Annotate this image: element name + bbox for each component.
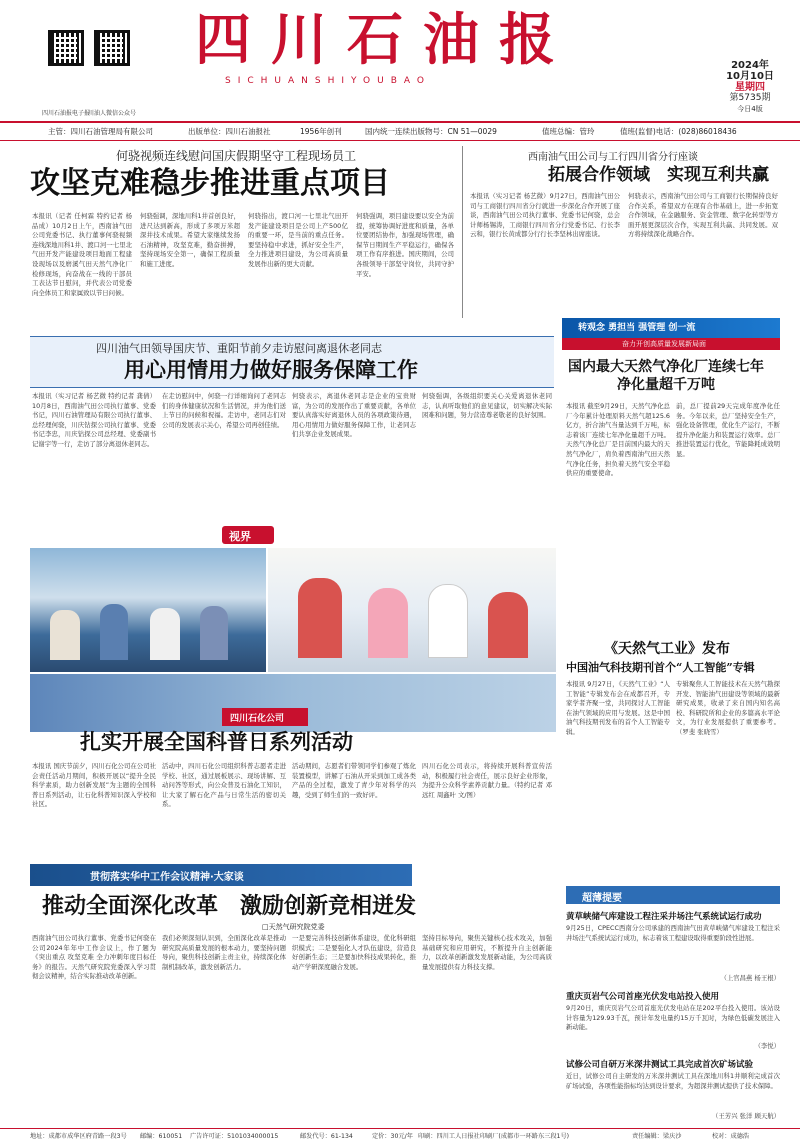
a3-kicker: 四川油气田领导国庆节、重阳节前夕走访慰问离退休老同志 [96,342,382,355]
quick-item-3-credit: （王芳兴 张洋 顾天航） [712,1112,780,1120]
a5-title: 《天然气工业》发布 [604,641,730,657]
a3-title: 用心用情用力做好服务保障工作 [124,357,418,382]
date-monthday: 10月10日 [726,71,774,82]
a4-col1: 本报讯 截至9月29日，天然气净化总厂今年累计处理原料天然气超125.6亿方，折合油气当量达到千万吨，标志着该厂连续七年净化量超千万吨。天然气净化总厂是目前国内最大的天然气净化厂，肩负着西南油气田天然气净化任务，担负着天然气安全平稳供应的重要使命。 [566,402,670,478]
a4-title: 国内最大天然气净化厂连续七年净化量超千万吨 [568,359,764,393]
footer-mail-code: 邮发代号：61-134 [300,1133,353,1140]
footer-printer: 印刷：四川工人日报社印刷厂(成都市一环路东三段1号) [418,1133,570,1140]
column-divider [462,146,463,318]
quick-news-header [566,886,780,904]
footer-license: 广告许可证：5101034000015 [190,1133,279,1140]
quick-item-2-credit: （李悦） [754,1042,780,1050]
quick-item-3-title: 试修公司自研万米深井测试工具完成首次矿场试验 [566,1060,754,1070]
newspaper-pinyin: SICHUANSHIYOUBAO [225,76,431,86]
quick-news-header-text: 超薄提要 [582,893,622,904]
meta-sponsor: 主管：四川石油管理局有限公司 [48,127,153,136]
quick-item-1-title: 黄草峡储气库建设工程注采井场注气系统试运行成功 [566,912,762,922]
meta-phone: 值班(监督)电话：(028)86018436 [620,127,737,136]
footer-proofreader: 校对：成德浩 [712,1133,750,1140]
meta-founded: 1956年创刊 [300,127,342,136]
a5-subtitle: 中国油气科技期刊首个“人工智能”专辑 [566,661,755,674]
photo-activity-left[interactable] [30,548,266,672]
slogan-line1: 转观念 勇担当 强管理 创一流 [578,323,696,333]
a1-col4: 何骁强调，项目建设要以安全为前提，统筹协调好进度和质量，各单位要团结协作，加强现场管理，确保节日期间生产平稳运行，确保各项工作有序推进。国庆期间，公司各级领导干部坚守岗位，共同守护平安。 [356,212,454,278]
a6-badge-text: 四川石化公司 [230,714,285,724]
a4-col2: 前，总厂提前29天完成年度净化任务。今年以来，总厂坚持安全生产，强化设备管理，优化生产运行，不断提升净化能力和装置运行效率。总厂推进装置运行优化，节能降耗成效明显。 [676,402,780,458]
qr-label-epaper: 四川石油报电子报 [42,110,91,117]
quick-item-2-title: 重庆页岩气公司首座光伏发电站投入使用 [566,992,720,1002]
meta-bar [0,121,800,141]
qr-label-wechat: 川油人微信公众号 [88,110,137,117]
a1-col3: 何骁指出，渡口河一七里北气田开发产能建设项目是公司上产500亿的重要一环，是当前的重点任务。要坚持稳中求进，抓好安全生产，全力推进项目建设，为公司高质量发展作出新的更大贡献。 [248,212,348,268]
date-year: 2024年 [731,60,769,71]
photo-activity-right[interactable] [268,548,556,672]
footer-address: 地址：成都市成华区府青路一段3号 [30,1133,127,1140]
weekday: 星期四 [735,82,765,93]
meta-cn: 国内统一连续出版物号：CN 51—0029 [365,127,497,136]
issue-number: 第5735期 [729,93,771,103]
quick-item-2-text: 9月20日，重庆页岩气公司首座光伏发电站在足202平台投入使用。该站设计容量为129.93千瓦，预计年发电量约15万千瓦时，为绿色低碳发展注入新动能。 [566,1004,780,1032]
a7-col3: 一是要完善科技创新体系建设，优化科研组织模式；二是要强化人才队伍建设，营造良好创新生态；三是要加快科技成果转化，推动产学研深度融合发展。 [292,934,416,971]
a7-byline: □天然气研究院党委 [262,923,325,931]
slogan-line2: 奋力开创高质量发展新局面 [622,340,706,348]
quick-item-1-credit: （上官昌燕 杨王根） [720,974,780,982]
footer-editor: 责任编辑：梁庆沙 [632,1133,682,1140]
a2-col1: 本报讯（实习记者 杨艺微）9月27日，西南油气田公司与工商银行四川省分行就进一步深化合作开展了座谈，西南油气田公司执行董事、党委书记何骁，总会计师杨锡涛，工商银行四川省分行党委书记、行长李云和，银行长黄成都分行行长李坚林出席座谈。 [470,192,620,239]
a2-title: 拓展合作领域 实现互利共赢 [548,165,769,185]
qr-code-wechat[interactable] [94,30,130,66]
a3-col1: 本报讯（实习记者 杨艺微 特约记者 龚倩）10月8日，西南油气田公司执行董事、党委书记，四川石油管理局有限公司执行董事、总经理何骁，川庆钻探公司执行董事、党委书记李忠，川庆钻探公司总经理、党委副书记谢宇等一行，走访了部分离退休老同志。 [32,392,156,448]
a1-title: 攻坚克难稳步推进重点项目 [30,166,390,201]
quick-item-3-text: 近日，试修公司自主研发的万米深井测试工具在深地川科1井顺利完成首次矿场试验，各项性能指标均达到设计要求，为超深井测试提供了技术保障。 [566,1072,780,1090]
a7-col1: 西南油气田公司执行董事、党委书记何骁在公司2024年年中工作会议上，作了题为《突出重点 攻坚克难 全力冲刺年度目标任务》的报告。天然气研究院党委深入学习贯彻会议精神，结合实际推动改革创新。 [32,934,156,981]
video-section-label [222,526,274,544]
a5-col2: 专辑聚焦人工智能技术在天然气勘探开发、智能油气田建设等领域的最新研究成果，收录了来自国内知名高校、科研院所和企业的多篇高水平论文，为行业发展提供了重要参考。（罗斐 张晓雪） [676,680,780,736]
a6-col4: 四川石化公司表示，将持续开展科普宣传活动，积极履行社会责任，展示良好企业形象，为提升公众科学素养贡献力量。（特约记者 邓远红 周鑫叶 文/图） [422,762,552,799]
date-box [706,60,794,115]
footer-postcode: 邮编：610051 [140,1133,183,1140]
a6-col3: 活动期间，志愿者们带领同学们参观了炼化装置模型，讲解了石油从开采到加工成各类产品的全过程，激发了青少年对科学的兴趣，受到了师生们的一致好评。 [292,762,416,799]
a3-col3: 何骁表示，离退休老同志是企业的宝贵财富，为公司的发展作出了重要贡献，各单位要认真落实好离退休人员的各项政策待遇，用心用情用力做好服务保障工作，让老同志们共享企业发展成果。 [292,392,416,439]
a7-col2: 我们必须深刻认识到，全面深化改革是推动研究院高质量发展的根本动力，要坚持问题导向，聚焦科技创新主责主业，持续深化体制机制改革，激发创新活力。 [162,934,286,971]
quick-item-1-text: 9月25日，CPECC西南分公司承建的西南油气田黄草峡储气库建设工程注采井场注气系统试运行成功，标志着该工程建设取得重要阶段性进展。 [566,924,780,942]
a2-kicker: 西南油气田公司与工行四川省分行座谈 [528,152,698,163]
a6-badge [222,708,308,726]
a3-col4: 何骁强调，各级组织要关心关爱离退休老同志，认真听取他们的意见建议，切实解决实际困难和问题，努力营造尊老敬老的良好氛围。 [422,392,552,420]
meta-editor: 值班总编：管玲 [542,127,595,136]
video-label-text: 视界 [229,530,251,543]
page-count: 今日4版 [737,105,763,113]
a1-kicker: 何骁视频连线慰问国庆假期坚守工程现场员工 [116,149,357,163]
slogan-sub-banner [562,338,780,350]
a2-col2: 何骁表示，西南油气田公司与工商银行长期保持良好合作关系，希望双方在现有合作基础上，进一步拓宽合作领域，在金融服务、资金管理、数字化转型等方面开展更深层次合作，实现互利共赢、共同发展。双方将持续深化战略合作。 [628,192,778,239]
a7-title: 推动全面深化改革 激励创新竞相迸发 [42,893,417,919]
a7-col4: 坚持目标导向，聚焦关键核心技术攻关，加强基础研究和应用研究，不断提升自主创新能力，以改革创新激发发展新动能，为公司高质量发展提供有力科技支撑。 [422,934,552,971]
masthead [0,0,800,118]
footer-price: 定价：30元/年 [372,1133,413,1140]
footer [0,1128,800,1145]
a1-col1: 本报讯（记者 任柯霖 特约记者 杨品成）10月2日上午，西南油气田公司党委书记、执行董事何骁视频连线深地川科1井、渡口河一七里北气田开发产能建设项目地面工程建设现场以及磨溪气田天然气净化厂检修现场，向奋战在一线的干部员工表达节日慰问，并代表公司党委向全体员工和家属致以节日问候。 [32,212,132,297]
discussion-banner-text: 贯彻落实华中工作会议精神·大家谈 [90,872,244,883]
qr-code-epaper[interactable] [48,30,84,66]
slogan-banner [562,318,780,338]
a5-col1: 本报讯 9月27日，《天然气工业》“人工智能”专辑发布会在成都召开，专家学者齐聚一堂，共同探讨人工智能在油气领域的应用与发展。这是中国油气科技期刊发布的首个人工智能专辑。 [566,680,670,736]
discussion-banner [30,864,412,886]
a6-col1: 本报讯 国庆节前夕，四川石化公司在公司社会责任活动月期间，积极开展以“提升全民科学素质，助力创新发展”为主题的全国科普日系列活动，让石化科普知识深入学校和社区。 [32,762,156,809]
meta-publisher: 出版单位：四川石油报社 [188,127,271,136]
a1-col2: 何骁强调，深地川科1井首创良好，进尺达到新高，形成了多项万米超深井技术成果。希望大家继续发扬石油精神，攻坚克难，勤奋拼搏，坚持现场安全第一，确保工程质量和施工进度。 [140,212,240,268]
a3-col2: 在走访慰问中，何骁一行详细询问了老同志们的身体健康状况和生活情况，并为他们送上节日的问候和祝福。走访中，老同志们对公司的发展表示关心，希望公司再创佳绩。 [162,392,286,429]
newspaper-logo: 四川石油报 [195,7,575,73]
a6-col2: 活动中，四川石化公司组织科普志愿者走进学校、社区，通过展板展示、现场讲解、互动问答等形式，向公众普及石油化工知识，让大家了解石化产品与日常生活的密切关系。 [162,762,286,809]
a6-title: 扎实开展全国科普日系列活动 [80,729,353,754]
